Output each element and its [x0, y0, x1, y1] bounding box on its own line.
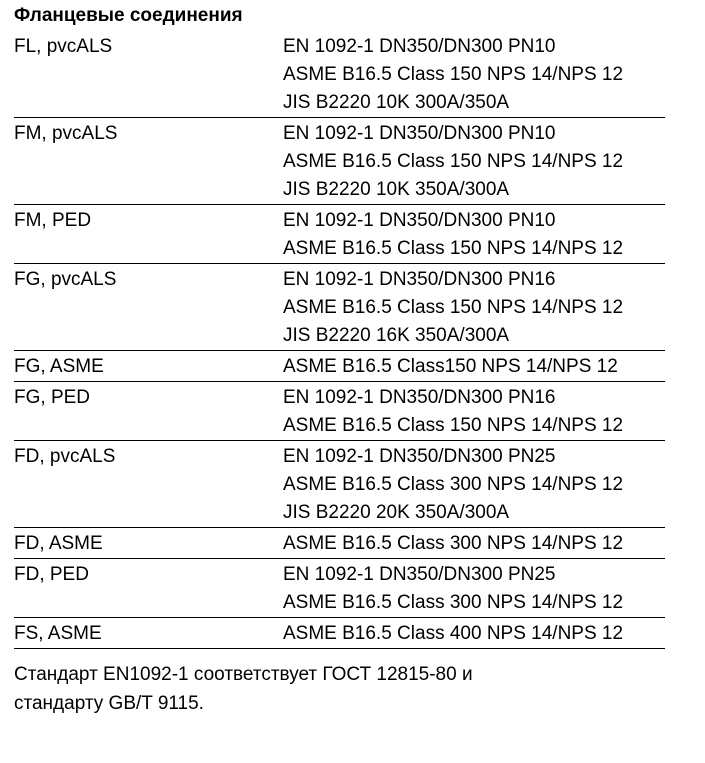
flange-standard: ASME B16.5 Class 400 NPS 14/NPS 12: [283, 623, 624, 644]
flange-type-label: FL, pvcALS: [14, 36, 113, 57]
flange-standards-list: [283, 618, 665, 648]
table-row: [14, 205, 665, 264]
flange-type-label: FM, PED: [14, 210, 92, 231]
flange-connections-table: [14, 31, 665, 649]
flange-standard: EN 1092-1 DN350/DN300 PN25: [283, 564, 556, 585]
flange-standard: EN 1092-1 DN350/DN300 PN10: [283, 210, 556, 231]
flange-type-label: FD, PED: [14, 564, 89, 585]
flange-standards-list: [283, 31, 665, 117]
flange-type-label: FG, pvcALS: [14, 269, 117, 290]
flange-standards-list: [283, 264, 665, 350]
flange-standard: ASME B16.5 Class 150 NPS 14/NPS 12: [283, 415, 624, 436]
flange-standards-list: [283, 441, 665, 527]
flange-standards-list: [283, 351, 665, 381]
flange-standard: EN 1092-1 DN350/DN300 PN10: [283, 36, 556, 57]
table-row: [14, 559, 665, 618]
table-row: [14, 441, 665, 528]
table-row: [14, 351, 665, 382]
table-row: [14, 31, 665, 118]
table-row: [14, 382, 665, 441]
flange-standard: ASME B16.5 Class 300 NPS 14/NPS 12: [283, 474, 624, 495]
flange-type-label: FD, ASME: [14, 533, 103, 554]
table-row: [14, 528, 665, 559]
flange-type-label: FD, pvcALS: [14, 446, 116, 467]
flange-standards-list: [283, 382, 665, 440]
standards-note-line-2: стандарту GB/T 9115.: [14, 693, 204, 714]
flange-type-label: FM, pvcALS: [14, 123, 118, 144]
flange-standard: ASME B16.5 Class 300 NPS 14/NPS 12: [283, 592, 624, 613]
flange-standards-list: [283, 205, 665, 263]
standards-note-line-1: Стандарт EN1092-1 соответствует ГОСТ 12815-80 и: [14, 664, 473, 685]
flange-standard: EN 1092-1 DN350/DN300 PN16: [283, 387, 556, 408]
flange-type-label: FS, ASME: [14, 623, 102, 644]
table-row: [14, 618, 665, 649]
flange-standard: EN 1092-1 DN350/DN300 PN25: [283, 446, 556, 467]
flange-standard: JIS B2220 20K 350A/300A: [283, 502, 510, 523]
flange-standard: ASME B16.5 Class150 NPS 14/NPS 12: [283, 356, 618, 377]
flange-type-label: FG, ASME: [14, 356, 104, 377]
flange-standard: EN 1092-1 DN350/DN300 PN16: [283, 269, 556, 290]
page-title: Фланцевые соединения: [14, 5, 243, 26]
flange-standard: JIS B2220 16K 350A/300A: [283, 325, 510, 346]
flange-standard: JIS B2220 10K 350A/300A: [283, 179, 510, 200]
flange-standards-list: [283, 528, 665, 558]
flange-standard: ASME B16.5 Class 150 NPS 14/NPS 12: [283, 238, 624, 259]
flange-standards-list: [283, 118, 665, 204]
table-row: [14, 264, 665, 351]
flange-standards-list: [283, 559, 665, 617]
flange-type-label: FG, PED: [14, 387, 91, 408]
flange-standard: JIS B2220 10K 300A/350A: [283, 92, 510, 113]
flange-standard: ASME B16.5 Class 150 NPS 14/NPS 12: [283, 64, 624, 85]
flange-standard: ASME B16.5 Class 300 NPS 14/NPS 12: [283, 533, 624, 554]
flange-standard: EN 1092-1 DN350/DN300 PN10: [283, 123, 556, 144]
table-row: [14, 118, 665, 205]
standards-note: [14, 660, 674, 718]
flange-standard: ASME B16.5 Class 150 NPS 14/NPS 12: [283, 151, 624, 172]
flange-standard: ASME B16.5 Class 150 NPS 14/NPS 12: [283, 297, 624, 318]
